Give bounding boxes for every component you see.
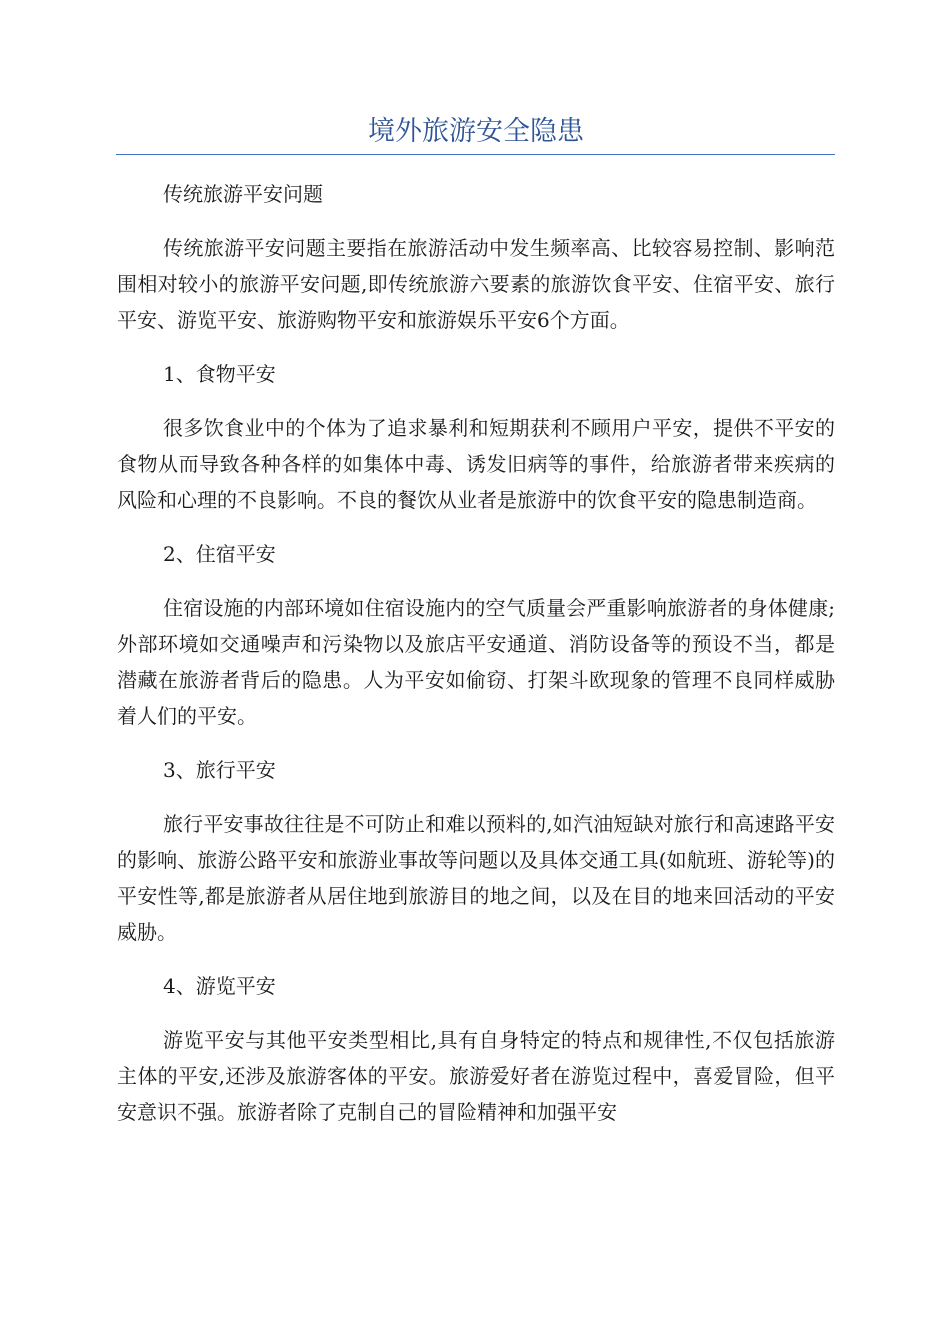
section-heading: 1、食物平安 [163, 362, 276, 386]
body-paragraph: 住宿设施的内部环境如住宿设施内的空气质量会严重影响旅游者的身体健康;外部环境如交通噪声和污染物以及旅店平安通道、消防设备等的预设不当，都是潜藏在旅游者背后的隐患。人为平安如偷窃、打架斗欧现象的管理不良同样威胁着人们的平安。 [117, 596, 835, 728]
body-paragraph: 旅行平安事故往往是不可防止和难以预料的,如汽油短缺对旅行和高速路平安的影响、旅游公路平安和旅游业事故等问题以及具体交通工具(如航班、游轮等)的平安性等,都是旅游者从居住地到旅游目的地之间，以及在目的地来回活动的平安威胁。 [117, 812, 835, 944]
document-body [117, 176, 835, 1148]
body-paragraph: 游览平安与其他平安类型相比,具有自身特定的特点和规律性,不仅包括旅游主体的平安,还涉及旅游客体的平安。旅游爱好者在游览过程中，喜爱冒险，但平安意识不强。旅游者除了克制自己的冒险精神和加强平安 [117, 1028, 835, 1124]
body-paragraph: 很多饮食业中的个体为了追求暴利和短期获利不顾用户平安，提供不平安的食物从而导致各种各样的如集体中毒、诱发旧病等的事件，给旅游者带来疾病的风险和心理的不良影响。不良的餐饮从业者是旅游中的饮食平安的隐患制造商。 [117, 416, 835, 512]
section-heading: 传统旅游平安问题 [163, 182, 323, 206]
title-underline [116, 154, 835, 155]
section-heading: 3、旅行平安 [163, 758, 276, 782]
body-paragraph: 传统旅游平安问题主要指在旅游活动中发生频率高、比较容易控制、影响范围相对较小的旅游平安问题,即传统旅游六要素的旅游饮食平安、住宿平安、旅行平安、游览平安、旅游购物平安和旅游娱乐平安6个方面。 [117, 236, 835, 332]
section-heading: 4、游览平安 [163, 974, 276, 998]
section-heading: 2、住宿平安 [163, 542, 276, 566]
document-title: 境外旅游安全隐患 [368, 116, 584, 147]
